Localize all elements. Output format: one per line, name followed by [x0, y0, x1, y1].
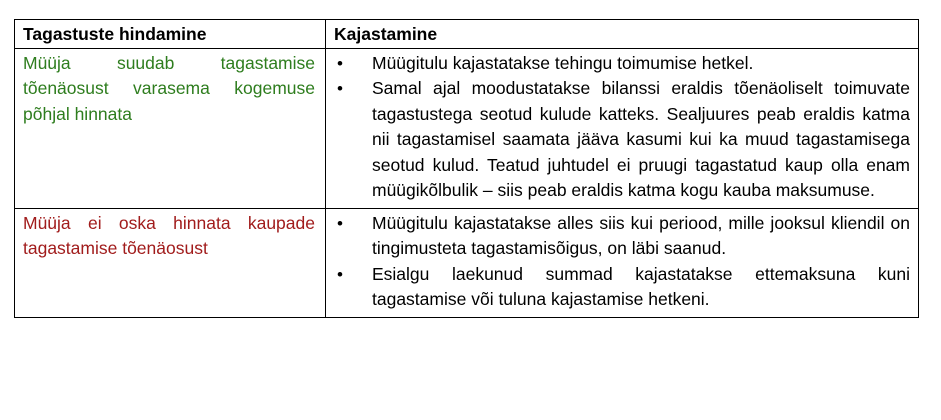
bullet-item: • Müügitulu kajastatakse alles siis kui periood, mille jooksul kliendil on tingimusteta tagastamisõigus, on läbi saanud. [326, 211, 910, 262]
bullet-list [326, 49, 918, 208]
row-condition-cannot-estimate: Müüja ei oska hinnata kaupade tagastamise tõenäosust [15, 208, 326, 317]
header-returns-assessment: Tagastuste hindamine [15, 20, 326, 49]
row-recognition-cell [326, 208, 919, 317]
table-header-row [15, 20, 919, 49]
returns-table [14, 19, 919, 318]
bullet-list [326, 209, 918, 317]
row-condition-can-estimate: Müüja suudab tagastamise tõenäosust varasema kogemuse põhjal hinnata [15, 48, 326, 208]
table-row [15, 48, 919, 208]
bullet-item: • Samal ajal moodustatakse bilanssi eraldis tõenäoliselt toimuvate tagastustega seotud kulude katteks. Sealjuures peab eraldis katma nii tagastamisel saamata jääva kasumi kui ka muud tagastamisega seotud kulud. Teatud juhtudel ei pruugi tagastatud kaup olla enam müügikõlbulik – siis peab eraldis katma kogu kauba maksumuse. [326, 76, 910, 204]
header-recognition: Kajastamine [326, 20, 919, 49]
bullet-item: • Esialgu laekunud summad kajastatakse ettemaksuna kuni tagastamise või tuluna kajastamise hetkeni. [326, 262, 910, 313]
bullet-item: • Müügitulu kajastatakse tehingu toimumise hetkel. [326, 51, 910, 77]
table-row [15, 208, 919, 317]
row-recognition-cell [326, 48, 919, 208]
